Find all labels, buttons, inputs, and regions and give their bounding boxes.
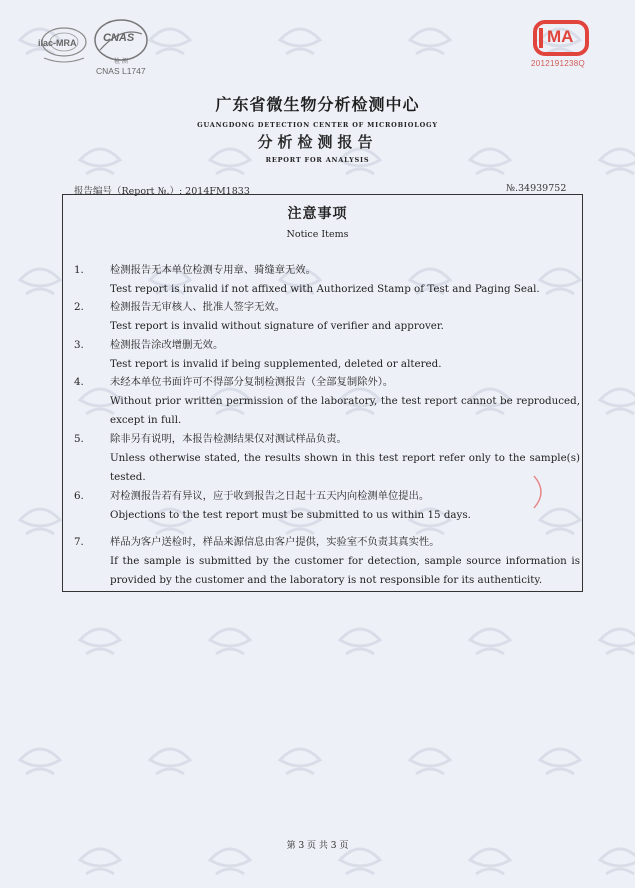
item-text-en: Objections to the test report must be submitted to us within 15 days. [110,509,471,521]
ilac-logo-text: ilac-MRA [38,38,77,48]
page-footer: 第 3 页 共 3 页 [286,841,349,851]
item-number: 7. [74,536,84,548]
paging-seal-stamp [528,472,568,512]
watermark-emblem [210,629,250,654]
report-title-cn: 分析检测报告 [257,133,378,151]
item-text-en: Test report is invalid if not affixed with Authorized Stamp of Test and Paging Seal. [110,283,540,295]
item-text-cn: 未经本单位书面许可不得部分复制检测报告（全部复制除外）。 [110,376,394,388]
cma-code: 2012191238Q [531,59,586,68]
watermark-emblem [410,749,450,774]
cma-logo-text: MA [547,27,574,46]
item-number: 4. [74,376,84,388]
item-text-cn: 对检测报告若有异议，应于收到报告之日起十五天内向检测单位提出。 [110,490,430,502]
item-text-en: Test report is invalid without signature of verifier and approver. [110,320,444,332]
cnas-logo-text: CNAS [103,32,135,44]
watermark-emblem [470,849,510,874]
org-name-cn: 广东省微生物分析检测中心 [215,95,420,114]
watermark-emblem [20,269,60,294]
watermark-emblem [280,749,320,774]
watermark-emblem [150,749,190,774]
watermark-emblem [20,509,60,534]
item-text-cn: 检测报告无本单位检测专用章、骑缝章无效。 [110,264,316,276]
item-text-en: Unless otherwise stated, the results shown in this test report refer only to the sample(s) tested. [110,452,580,483]
item-text-cn: 检测报告涂改增删无效。 [110,339,224,351]
watermark-emblem [80,629,120,654]
watermark-emblem [280,29,320,54]
item-text-en: If the sample is submitted by the customer for detection, sample source information is provided by the customer and the laboratory is not responsible for its authenticity. [110,555,580,586]
report-title-en: REPORT FOR ANALYSIS [265,156,370,164]
item-text-cn: 检测报告无审核人、批准人签字无效。 [110,301,286,313]
watermark-emblem [470,629,510,654]
watermark-emblem [210,849,250,874]
item-text-en: Test report is invalid if being supplemented, deleted or altered. [110,358,442,370]
watermark-emblem [150,29,190,54]
item-text-en: Without prior written permission of the laboratory, the test report cannot be reproduced, except in full. [110,395,580,426]
item-text-cn: 样品为客户送检时，样品来源信息由客户提供，实验室不负责其真实性。 [110,536,440,548]
item-number: 5. [74,433,84,445]
item-number: 2. [74,301,84,313]
item-text-cn: 除非另有说明，本报告检测结果仅对测试样品负责。 [110,433,347,445]
org-name-en: GUANGDONG DETECTION CENTER OF MICROBIOLOGY [197,121,438,129]
cnas-code: CNAS L1747 [96,66,146,76]
notice-title-en: Notice Items [286,229,349,240]
item-number: 3. [74,339,84,351]
notice-title-cn: 注意事项 [287,206,348,222]
watermark-emblem [600,629,635,654]
watermark-emblem [20,749,60,774]
watermark-emblem [600,849,635,874]
report-number: 报告编号（Report №.）: 2014FM1833 [74,186,250,197]
watermark-emblem [340,849,380,874]
cnas-sub-text: 检 测 [114,58,128,65]
watermark-emblem [340,629,380,654]
item-number: 1. [74,264,84,276]
watermark-emblem [600,389,635,414]
serial-number: №.34939752 [506,183,567,194]
item-number: 6. [74,490,84,502]
watermark-emblem [80,849,120,874]
watermark-emblem [540,749,580,774]
watermark-emblem [410,29,450,54]
